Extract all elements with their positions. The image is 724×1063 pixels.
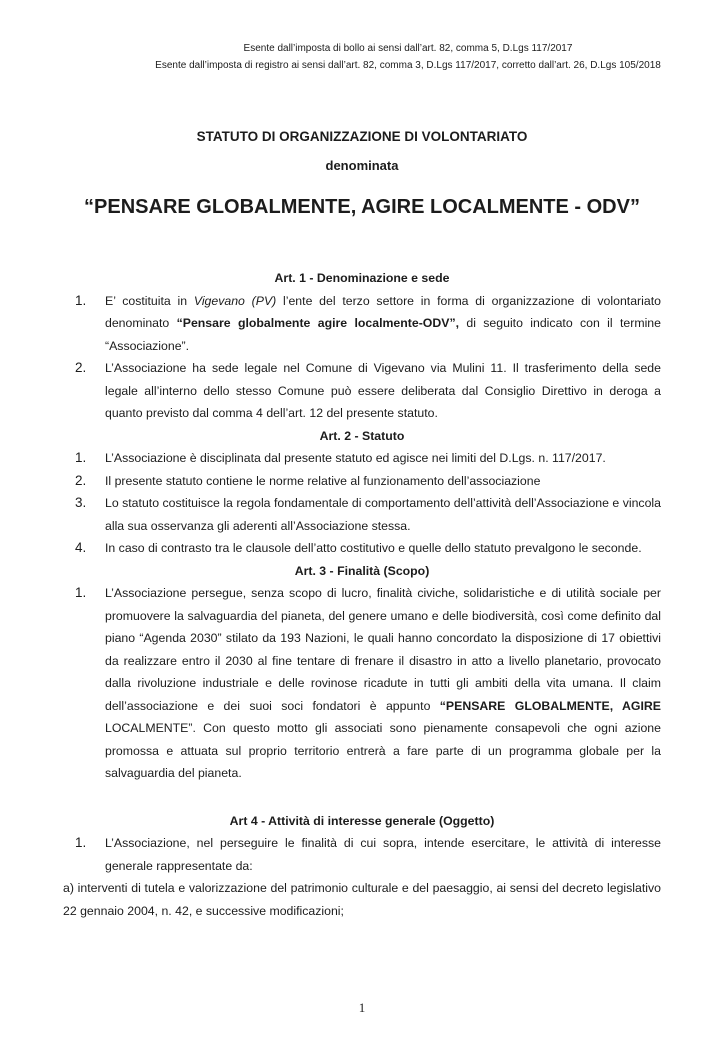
- page-number: 1: [358, 1000, 366, 1015]
- text-run: l’ente del terzo settore in forma di organizzazione di volontariato denominato: [105, 293, 661, 330]
- numbered-item: [63, 832, 661, 877]
- text-run: E’ costituita in: [105, 293, 194, 308]
- text-run: Lo statuto costituisce la regola fondamentale di comportamento dell’attività dell’Associazione e vincola alla sua osservanza gli aderenti all’Associazione stessa.: [105, 496, 661, 533]
- article-heading-4: Art 4 - Attività di interesse generale (Oggetto): [229, 813, 495, 828]
- text-run: L’Associazione ha sede legale nel Comune di Vigevano via Mulini 11. Il trasferimento della sede legale all’interno dello stesso Comune può essere deliberata dal Consiglio Direttivo in deroga a quanto previsto dal comma 4 dell’art. 12 del presente statuto.: [105, 361, 661, 420]
- paragraph: [63, 877, 661, 922]
- item-number: 4.: [75, 540, 87, 555]
- association-name-title: “PENSARE GLOBALMENTE, AGIRE LOCALMENTE - ODV”: [84, 196, 640, 218]
- article-heading-3: Art. 3 - Finalità (Scopo): [294, 563, 430, 578]
- denominata-label: denominata: [325, 158, 399, 173]
- numbered-item: [63, 447, 661, 470]
- article-heading-1: Art. 1 - Denominazione e sede: [274, 271, 450, 285]
- text-run: “Pensare globalmente agire localmente-ODV”,: [176, 316, 460, 330]
- item-number: 2.: [75, 360, 87, 375]
- numbered-item: [63, 290, 661, 358]
- exemption-line-1: Esente dall’imposta di bollo ai sensi dall’art. 82, comma 5, D.Lgs 117/2017: [243, 43, 573, 54]
- tax-exemption-header: [0, 40, 724, 74]
- text-run: In caso di contrasto tra le clausole dell’atto costitutivo e quelle dello statuto prevalgono le seconde.: [105, 541, 642, 555]
- item-number: 1.: [75, 835, 87, 850]
- item-number: 1.: [75, 292, 87, 308]
- numbered-item: [63, 582, 661, 785]
- text-run: di seguito indicato con il termine “Associazione”.: [105, 316, 661, 353]
- item-number: 1.: [75, 585, 87, 600]
- text-run: L’Associazione, nel perseguire le finalità di cui sopra, intende esercitare, le attività di interesse generale rappresentate da:: [105, 836, 661, 873]
- item-number: 1.: [75, 450, 87, 465]
- statute-body: [63, 267, 661, 922]
- text-run: a) interventi di tutela e valorizzazione del patrimonio culturale e del paesaggio, ai sensi del decreto legislativo 22 gennaio 2004, n. 42, e successive modificazioni;: [63, 881, 661, 918]
- numbered-item: [63, 537, 661, 560]
- numbered-item: [63, 492, 661, 537]
- numbered-item: [63, 470, 661, 493]
- text-run: L’Associazione è disciplinata dal presente statuto ed agisce nei limiti del D.Lgs. n. 117/2017.: [105, 451, 606, 465]
- numbered-item: [63, 357, 661, 425]
- exemption-line-2: Esente dall’imposta di registro ai sensi dall’art. 82, comma 3, D.Lgs 117/2017, corretto dall’art. 26, D.Lgs 105/2018: [155, 60, 661, 71]
- document-title-block: [0, 129, 724, 220]
- article-heading-2: Art. 2 - Statuto: [319, 428, 405, 443]
- text-run: Il presente statuto contiene le norme relative al funzionamento dell’associazione: [105, 473, 541, 488]
- text-run: “PENSARE GLOBALMENTE, AGIRE: [439, 698, 661, 713]
- text-run: L’Associazione persegue, senza scopo di lucro, finalità civiche, solidaristiche e di utilità sociale per promuovere la salvaguardia del pianeta, del genere umano e delle biodiversità, così come definito dal piano “Agenda 2030” stilato da 193 Nazioni, le quali hanno concordato la disposizione di 17 obiettivi da realizzare entro il 2030 al fine tentare di frenare il disastro in atto a livello planetario, provocato dalla rivoluzione industriale e delle rovinose ricadute in tutti gli ambiti della vita umana. Il claim dell’associazione e dei suoi soci fondatori è appunto: [105, 586, 661, 713]
- text-run: Vigevano (PV): [193, 293, 277, 308]
- item-number: 3.: [75, 495, 87, 510]
- document-type-title: STATUTO DI ORGANIZZAZIONE DI VOLONTARIATO: [196, 129, 528, 144]
- item-number: 2.: [75, 472, 87, 488]
- text-run: LOCALMENTE”. Con questo motto gli associati sono pienamente consapevoli che ogni azione promossa e attuata sul proprio territorio entrerà a fare parte di un programma globale per la salvaguardia del pianeta.: [105, 721, 661, 780]
